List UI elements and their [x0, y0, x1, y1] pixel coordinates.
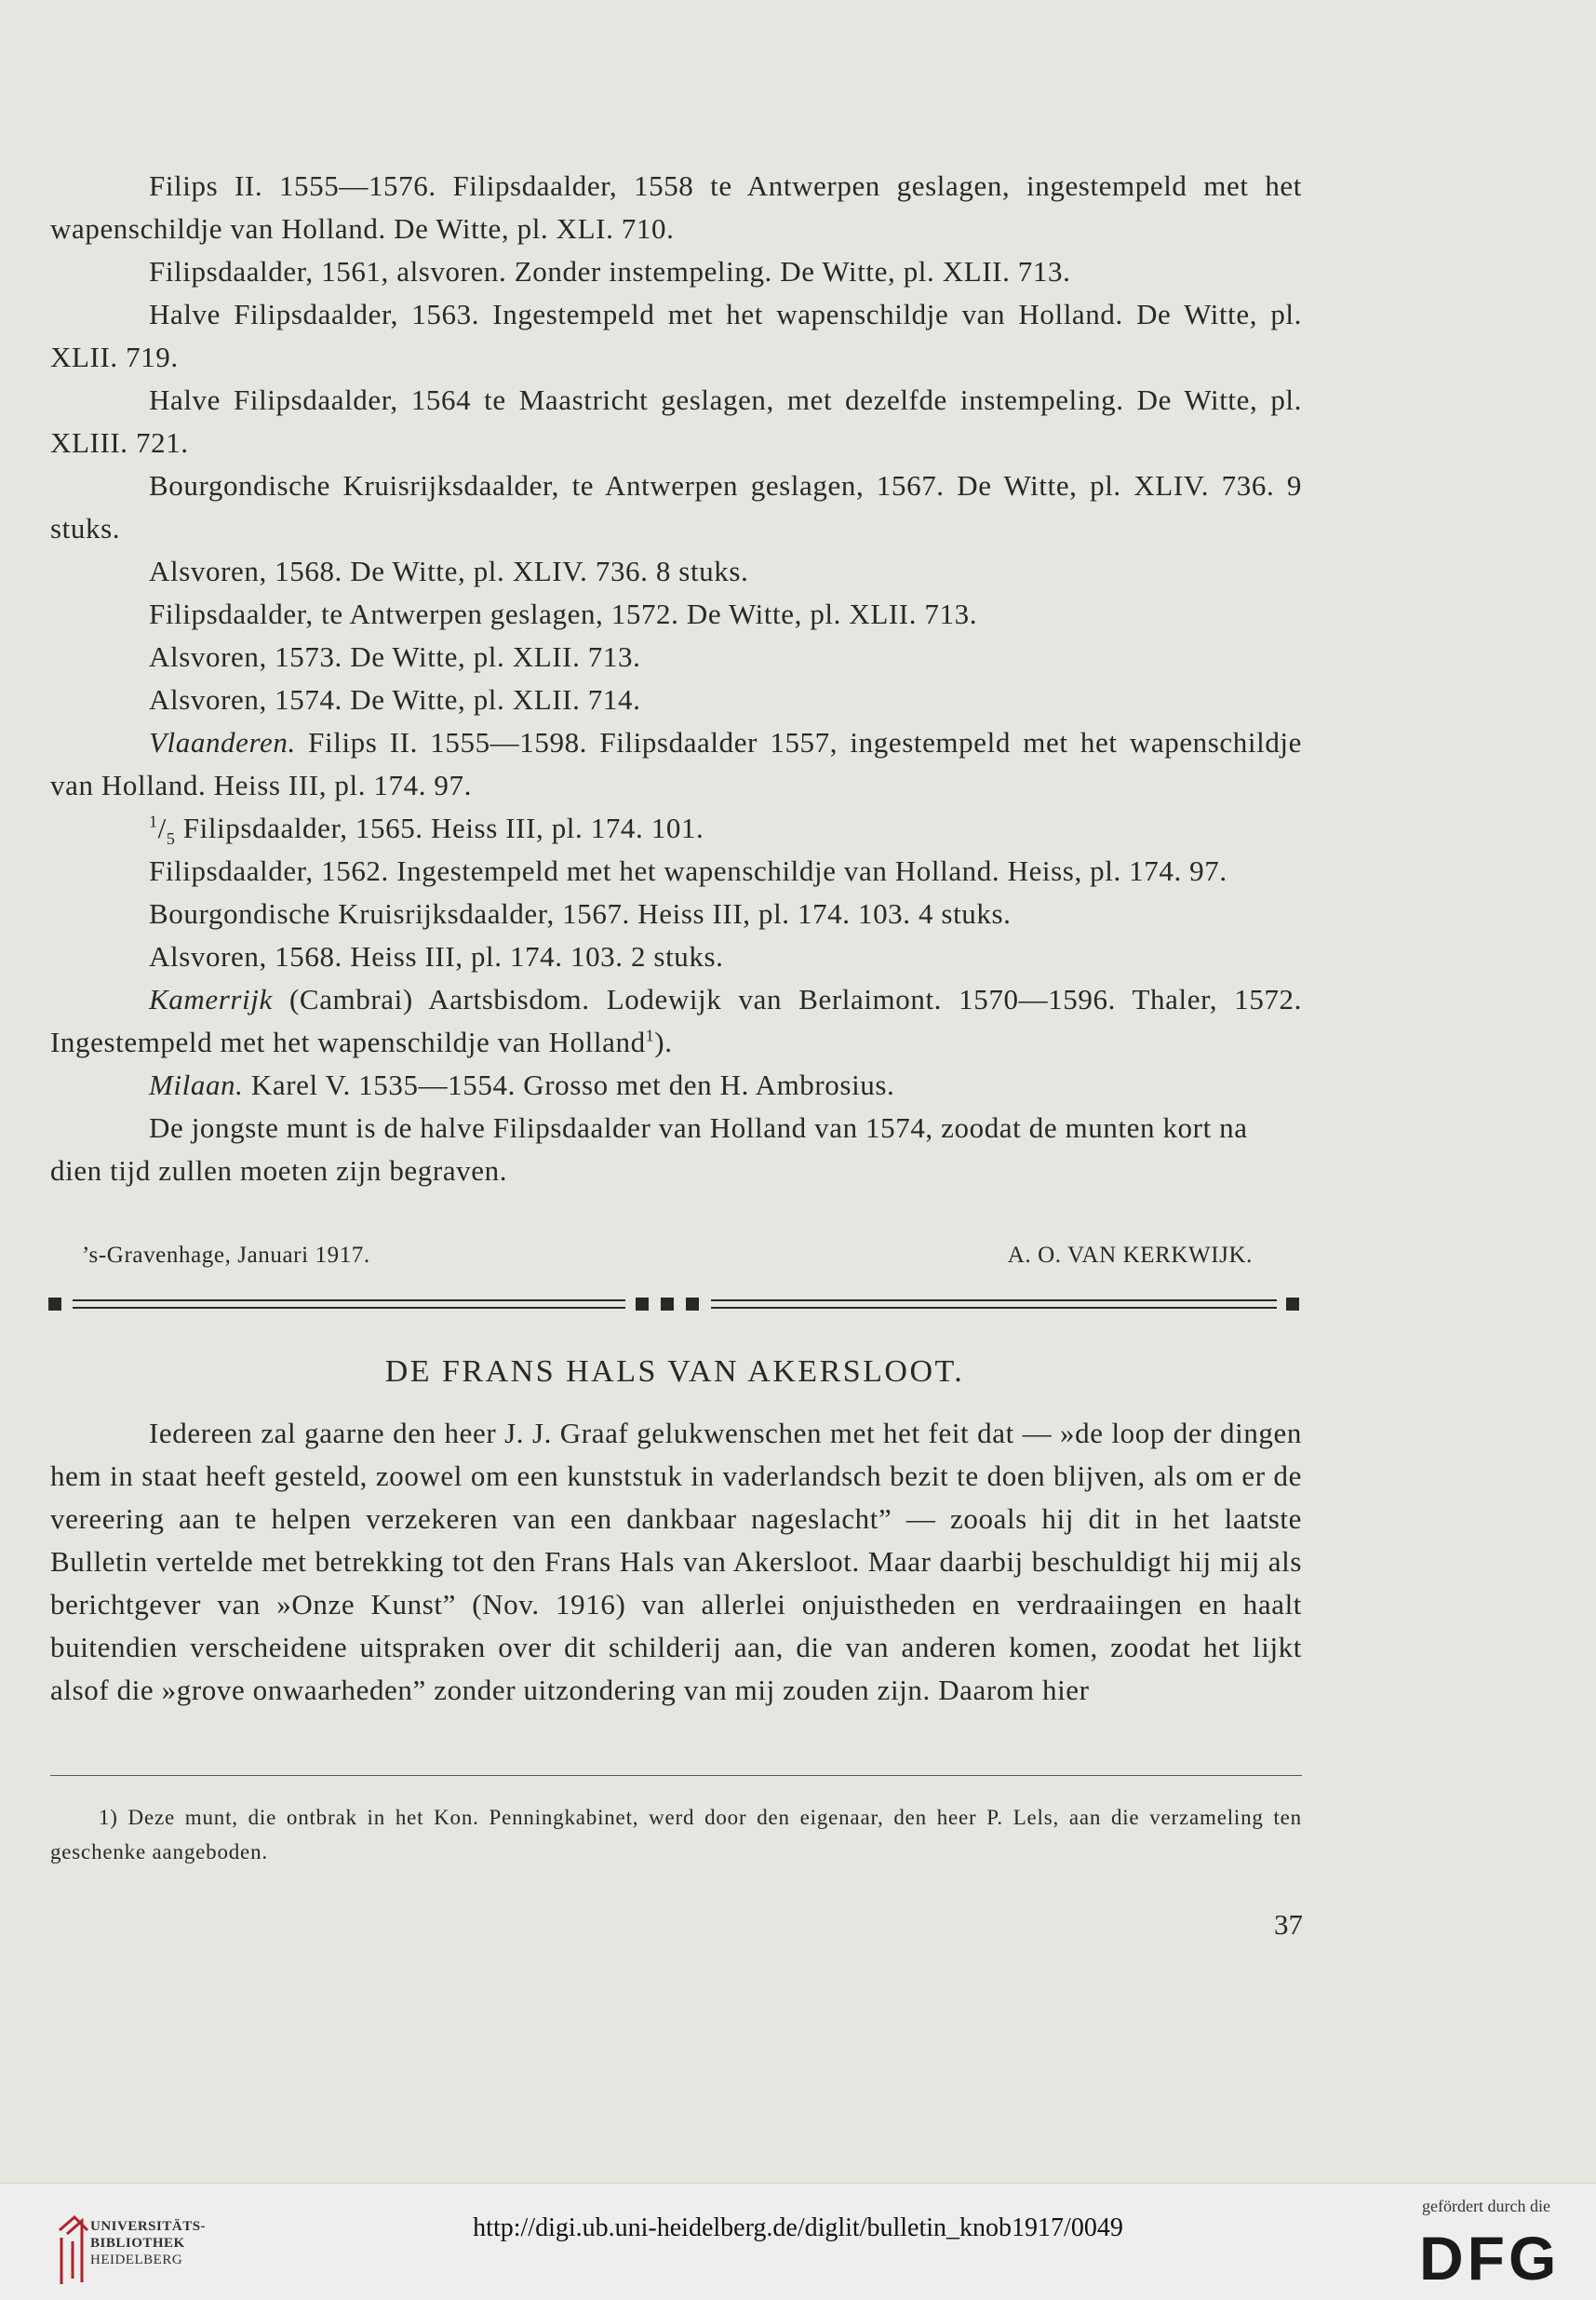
- library-name[interactable]: UNIVERSITÄTS- BIBLIOTHEK HEIDELBERG: [90, 2219, 207, 2267]
- coin-entry: Alsvoren, 1573. De Witte, pl. XLII. 713.: [149, 640, 641, 673]
- coin-entry: Bourgondische Kruisrijksdaalder, 1567. Heiss III, pl. 174. 103. 4 stuks.: [149, 897, 1012, 930]
- conclusion: De jongste munt is de halve Filipsdaalder van Holland van 1574, zoodat de munten kort na dien tijd zullen moeten zijn begraven.: [50, 1111, 1248, 1187]
- region-label: Vlaanderen.: [149, 726, 296, 759]
- coin-entry: Filipsdaalder, 1561, alsvoren. Zonder instempeling. De Witte, pl. XLII. 713.: [149, 255, 1071, 288]
- coin-entry: Filipsdaalder, te Antwerpen geslagen, 1572. De Witte, pl. XLII. 713.: [149, 598, 978, 630]
- coin-entry: Alsvoren, 1568. Heiss III, pl. 174. 103. 2 stuks.: [149, 940, 724, 973]
- footnote-rule: [50, 1775, 1302, 1776]
- coin-entry: Halve Filipsdaalder, 1563. Ingestempeld met het wapenschildje van Holland. De Witte, pl. XLII. 719.: [50, 298, 1302, 373]
- coin-entry: Filips II. 1555—1576. Filipsdaalder, 1558 te Antwerpen geslagen, ingestempeld met het wapenschildje van Holland. De Witte, pl. XLI. 710.: [50, 169, 1302, 245]
- page-number: 37: [1274, 1908, 1303, 1941]
- coin-entry: Alsvoren, 1568. De Witte, pl. XLIV. 736. 8 stuks.: [149, 555, 749, 587]
- dfg-logo-icon[interactable]: [1417, 2224, 1576, 2285]
- signature-line: [82, 1243, 1253, 1269]
- coin-entry: Alsvoren, 1574. De Witte, pl. XLII. 714.: [149, 683, 641, 716]
- svg-text:DFG: DFG: [1419, 2224, 1561, 2285]
- coin-entry: Filipsdaalder, 1562. Ingestempeld met het wapenschildje van Holland. Heiss, pl. 174. 97.: [149, 854, 1227, 887]
- section-title: DE FRANS HALS VAN AKERSLOOT.: [384, 1354, 965, 1389]
- article-body: [50, 1412, 1302, 1712]
- permalink-url[interactable]: http://digi.ub.uni-heidelberg.de/diglit/bulletin_knob1917/0049: [473, 2213, 1123, 2242]
- sponsor-caption: gefördert durch die: [1422, 2197, 1550, 2215]
- footnote: 1) Deze munt, die ontbrak in het Kon. Penningkabinet, werd door den eigenaar, den heer P. Lels, aan die verzameling ten geschenke aangeboden.: [50, 1806, 1302, 1863]
- coin-entry: Bourgondische Kruisrijksdaalder, te Antwerpen geslagen, 1567. De Witte, pl. XLIV. 736. 9 stuks.: [50, 469, 1302, 545]
- ornamental-divider: [47, 1292, 1303, 1318]
- region-label: Milaan.: [149, 1069, 244, 1101]
- region-label: Kamerrijk: [149, 983, 273, 1015]
- coin-list: [50, 165, 1302, 1192]
- place-date: ’s-Gravenhage, Januari 1917.: [82, 1243, 370, 1268]
- coin-entry-vlaanderen: Vlaanderen. Filips II. 1555—1598. Filipsdaalder 1557, ingestempeld met het wapenschildje van Holland. Heiss III, pl. 174. 97.: [50, 726, 1302, 801]
- coin-entry-fifth: $^1/_5$ Filipsdaalder, 1565. Heiss III, pl. 174. 101.: [149, 812, 704, 849]
- author: A. O. VAN KERKWIJK.: [1007, 1243, 1253, 1268]
- coin-entry: Halve Filipsdaalder, 1564 te Maastricht geslagen, met dezelfde instempeling. De Witte, pl. XLIII. 721.: [50, 383, 1302, 459]
- paragraph: Iedereen zal gaarne den heer J. J. Graaf gelukwenschen met het feit dat — »de loop der dingen hem in staat heeft gesteld, zoowel om een kunststuk in vaderlandsch bezit te doen blijven, als om er de vereering aan te helpen verzekeren van een dankbaar nageslacht” — zooals hij dit in het laatste Bulletin vertelde met betrekking tot den Frans Hals van Akersloot. Maar daarbij beschuldigt hij mij als berichtgever van »Onze Kunst” (Nov. 1916) van allerlei onjuistheden en verdraaiingen en haalt buitendien verscheidene uitspraken over dit schilderij aan, die van anderen komen, zoodat het lijkt alsof die »grove onwaarheden” zonder uitzondering van mij zouden zijn. Daarom hier: [50, 1417, 1302, 1706]
- coin-entry-kamerrijk: Kamerrijk (Cambrai) Aartsbisdom. Lodewijk van Berlaimont. 1570—1596. Thaler, 1572. Ingestempeld met het wapenschildje van Holland$^1$).: [50, 983, 1302, 1058]
- fraction: $^1/_5$: [149, 812, 176, 849]
- footnote-ref: 1: [645, 1026, 655, 1045]
- coin-entry-milaan: Milaan. Karel V. 1535—1554. Grosso met den H. Ambrosius.: [149, 1069, 895, 1101]
